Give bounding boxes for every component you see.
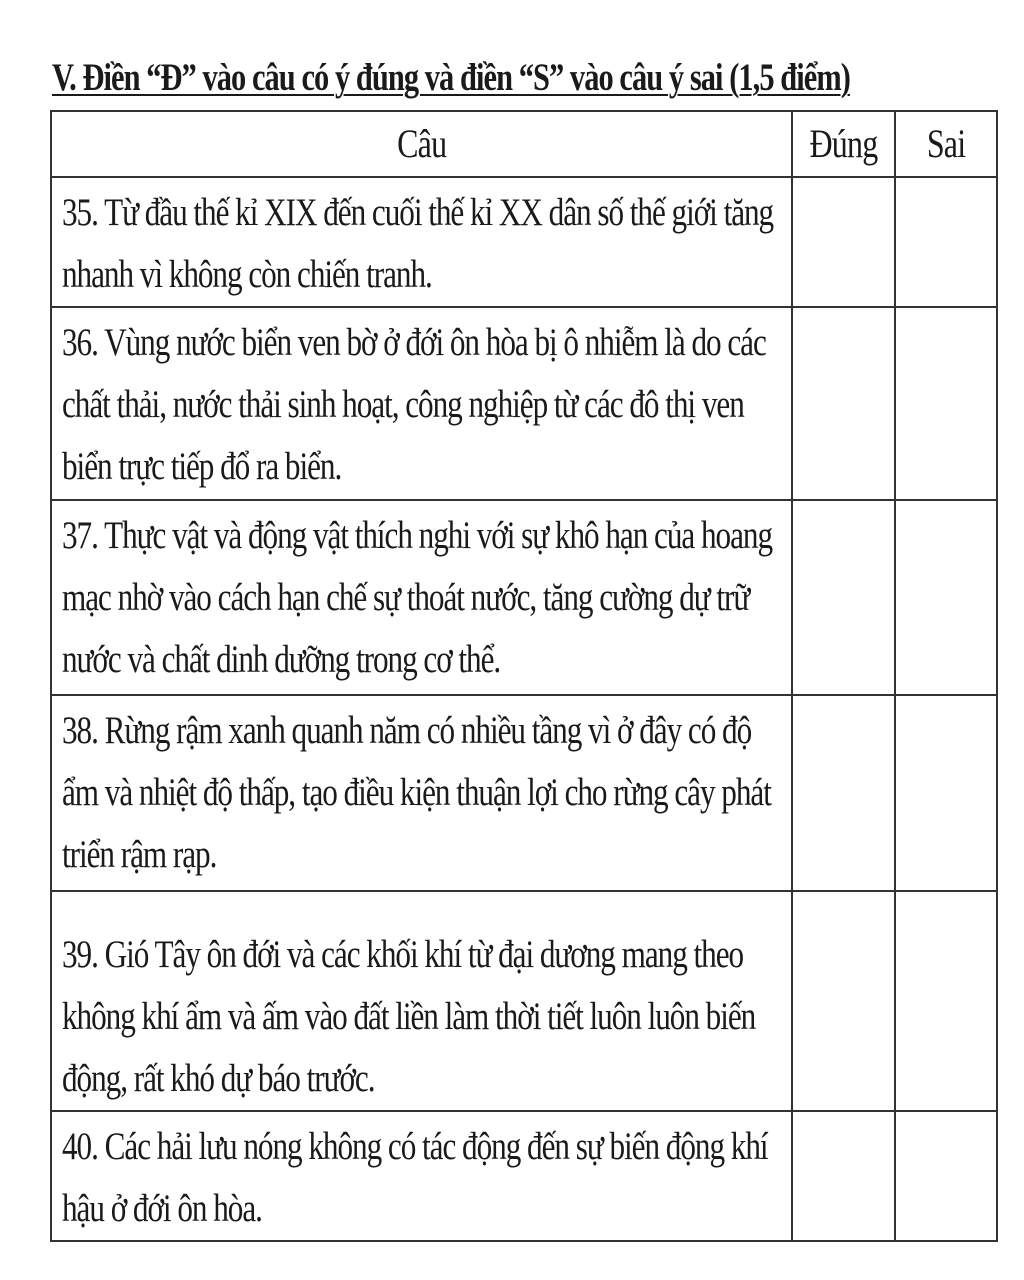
answer-true-36[interactable]	[792, 307, 895, 500]
answer-true-40[interactable]	[792, 1111, 895, 1241]
question-37: 37. Thực vật và động vật thích nghi với sự khô hạn của hoang mạc nhờ vào cách hạn chế sự thoát nước, tăng cường dự trữ nước và chất dinh dưỡng trong cơ thể.	[51, 500, 792, 695]
table-row	[51, 307, 997, 500]
answer-true-37[interactable]	[792, 500, 895, 695]
question-35: 35. Từ đầu thế kỉ XIX đến cuối thế kỉ XX dân số thế giới tăng nhanh vì không còn chiến tranh.	[51, 177, 792, 307]
table-row	[51, 500, 997, 695]
question-38: 38. Rừng rậm xanh quanh năm có nhiều tầng vì ở đây có độ ẩm và nhiệt độ thấp, tạo điều kiện thuận lợi cho rừng cây phát triển rậm rạp.	[51, 695, 792, 891]
table-row	[51, 891, 997, 1111]
header-question: Câu	[51, 111, 792, 177]
answer-false-39[interactable]	[895, 891, 997, 1111]
answer-false-36[interactable]	[895, 307, 997, 500]
header-true: Đúng	[792, 111, 895, 177]
table-row	[51, 695, 997, 891]
answer-false-38[interactable]	[895, 695, 997, 891]
section-heading: V. Điền “Đ” vào câu có ý đúng và điền “S” vào câu ý sai (1,5 điểm)	[52, 56, 850, 99]
answer-true-38[interactable]	[792, 695, 895, 891]
answer-false-37[interactable]	[895, 500, 997, 695]
question-40: 40. Các hải lưu nóng không có tác động đến sự biến động khí hậu ở đới ôn hòa.	[51, 1111, 792, 1241]
table-row	[51, 1111, 997, 1241]
answer-true-39[interactable]	[792, 891, 895, 1111]
answer-false-35[interactable]	[895, 177, 997, 307]
answer-true-35[interactable]	[792, 177, 895, 307]
question-36: 36. Vùng nước biển ven bờ ở đới ôn hòa bị ô nhiễm là do các chất thải, nước thải sinh hoạt, công nghiệp từ các đô thị ven biển trực tiếp đổ ra biển.	[51, 307, 792, 500]
answer-false-40[interactable]	[895, 1111, 997, 1241]
table-row	[51, 177, 997, 307]
question-39: 39. Gió Tây ôn đới và các khối khí từ đại dương mang theo không khí ẩm và ấm vào đất liền làm thời tiết luôn luôn biến động, rất khó dự báo trước.	[51, 891, 792, 1111]
table-header-row	[51, 111, 997, 177]
header-false: Sai	[895, 111, 997, 177]
true-false-table	[50, 110, 998, 1242]
